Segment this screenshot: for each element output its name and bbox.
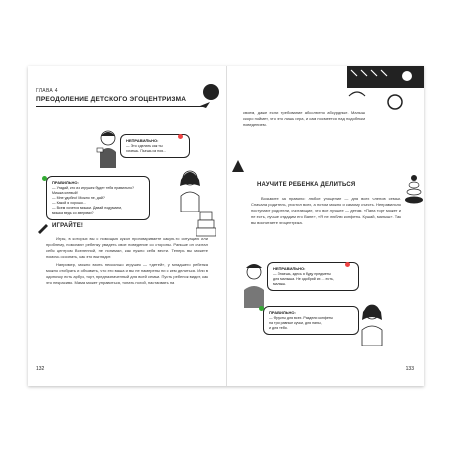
toy-blocks-illustration	[196, 210, 216, 238]
section-title-share: НАУЧИТЕ РЕБЕНКА ДЕЛИТЬСЯ	[257, 182, 356, 188]
paragraph: Возьмите за правило: любое угощение — для всех членов семьи. Сначала родитель, угостил всех, а потом можно и самому съесть. Неправильно поступают родители, считающие, что все лучшее — детям. «Папа торт может и не есть, лучше отдадим его Ване», «Я не люблю конфеты. Кушай, малыш». Так вы воспитаете эгоцентрика.	[251, 196, 401, 225]
wrong-mark-icon	[178, 134, 183, 139]
bubble-line: — Угадай, кто из игрушек будет тебя правильно?	[52, 186, 135, 190]
ring-toy-illustration	[405, 174, 423, 208]
page-number-left: 132	[36, 366, 45, 372]
bubble-line: на три равные кучки, для папы,	[269, 321, 322, 325]
bubble-line: Мишка клевый!	[52, 191, 78, 195]
right-page	[227, 66, 424, 386]
chapter-label: ГЛАВА 4	[36, 88, 58, 94]
right-intro-text	[243, 110, 365, 128]
decor-shapes	[196, 80, 226, 110]
mother-illustration	[176, 168, 204, 212]
mother-illustration	[357, 302, 387, 346]
paragraph: Игры, в которых вы с помощью кукол проговариваете какую-то ситуацию или проблему, помогают ребенку увидеть свое поведение со стороны. Раньше он считал себя центром Вселенной, не понимал, как нужно себя вести. Теперь вы можете помочь осознать, как это выглядит.	[46, 236, 208, 259]
bubble-line: хочешь. Пьешь из поя...	[126, 149, 167, 153]
section-title-play: ИГРАЙТЕ!	[52, 223, 84, 229]
wrong-heading: НЕПРАВИЛЬНО:	[126, 138, 159, 143]
left-page	[28, 66, 226, 386]
right-heading: ПРАВИЛЬНО:	[269, 310, 296, 315]
bubble-line: для малыша. Не одобряй их ... есть,	[273, 277, 334, 281]
page-number-right: 133	[405, 366, 414, 372]
bubble-line: малыш.	[273, 282, 287, 286]
bubble-line: — Какой я хорошо...	[52, 201, 86, 205]
bubble-line: мишка ведь со зверями?	[52, 211, 94, 215]
right-heading: ПРАВИЛЬНО:	[52, 180, 79, 185]
right-bubble-right	[263, 306, 359, 335]
left-body-text	[46, 236, 208, 286]
wrong-heading: НЕПРАВИЛЬНО:	[273, 266, 306, 271]
bubble-line: — Знаешь, здесь я буду предметы	[273, 272, 331, 276]
right-body-text	[251, 196, 401, 226]
chapter-title: ПРЕОДОЛЕНИЕ ДЕТСКОГО ЭГОЦЕНТРИЗМА	[36, 96, 187, 103]
paragraph: Например, можно взять несколько игрушек — «детей», у младшего ребенка можно отобрать и объявить, что это ваша и вы не намерены ни с кем делиться. Или в одиночку есть арбуз, торт, предназначенный для всей семьи. Пусть ребенок видит, как это некрасиво. Мама может управиться, топать ногой, настаивать на	[46, 262, 208, 285]
decor-triangle	[231, 158, 245, 174]
wrong-mark-icon	[345, 262, 350, 267]
bubble-line: и для тебя.	[269, 326, 288, 330]
bubble-line: — Фрукты для всех. Раздели конфеты	[269, 316, 333, 320]
decor-header	[347, 66, 424, 114]
bubble-line: — Мне удобно! Можно не, дай?	[52, 196, 105, 200]
title-rule	[36, 106, 206, 107]
right-mark-icon	[259, 306, 264, 311]
bubble-line: — Это сделать как ты	[126, 144, 163, 148]
right-mark-icon	[42, 176, 47, 181]
pencil-icon	[36, 220, 50, 234]
paragraph: своем, даже если требование абсолютно абсурдные. Малыш скоро поймет, что это лишь игра, и сам посмеется над подобным поведением.	[243, 110, 365, 127]
bubble-line: — Всем хочется мишки. Давай подумаем,	[52, 206, 122, 210]
right-bubble-left	[46, 176, 150, 220]
mother-illustration	[239, 262, 269, 308]
child-eating-illustration	[94, 128, 122, 168]
